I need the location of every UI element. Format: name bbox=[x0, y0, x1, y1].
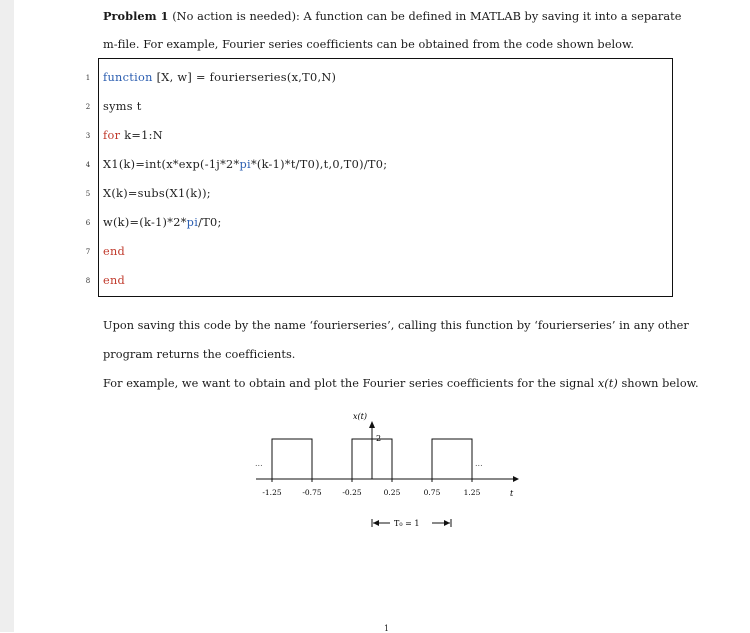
code-text: X1(k)=int(x*exp(-1j*2* bbox=[103, 158, 240, 171]
tick-label: -0.25 bbox=[342, 488, 362, 497]
problem-statement-line2: m-file. For example, Fourier series coefficients can be obtained from the code shown below. bbox=[103, 38, 634, 51]
period-right-arrow-icon bbox=[444, 520, 450, 526]
line-number: 5 bbox=[85, 190, 91, 198]
code-text: *(k-1)*t/T0),t,0,T0)/T0; bbox=[250, 158, 388, 171]
paragraph-line3-end: shown below. bbox=[617, 377, 699, 390]
tick-label: 1.25 bbox=[463, 488, 481, 497]
ellipsis-left: ... bbox=[255, 459, 263, 468]
tick-label: -1.25 bbox=[262, 488, 282, 497]
line-number: 1 bbox=[85, 74, 91, 82]
period-left-arrow-icon bbox=[373, 520, 379, 526]
tick-label: 0.25 bbox=[383, 488, 401, 497]
ellipsis-right: ... bbox=[475, 459, 483, 468]
signal-variable: x(t) bbox=[597, 377, 618, 390]
code-text: [X, w] = fourierseries(x,T0,N) bbox=[152, 71, 337, 84]
line-number: 6 bbox=[85, 219, 91, 227]
problem-statement-text: (No action is needed): A function can be defined in MATLAB by saving it into a separate bbox=[168, 10, 682, 23]
keyword-end: end bbox=[103, 274, 126, 287]
code-text: X(k)=subs(X1(k)); bbox=[103, 187, 211, 200]
paragraph-line2: program returns the coefficients. bbox=[103, 348, 296, 361]
problem-label: Problem 1 bbox=[103, 9, 169, 23]
line-number: 7 bbox=[85, 248, 91, 256]
line-number: 2 bbox=[85, 103, 91, 111]
code-text: k=1:N bbox=[120, 129, 163, 142]
tick-label: -0.75 bbox=[302, 488, 322, 497]
page-number: 1 bbox=[384, 624, 390, 633]
line-number: 4 bbox=[85, 161, 91, 169]
period-label: T₀ = 1 bbox=[394, 519, 420, 528]
code-text: syms t bbox=[103, 100, 142, 113]
paragraph-line1: Upon saving this code by the name ‘fourierseries’, calling this function by ‘fourierseries’ in any other bbox=[103, 319, 689, 332]
pulse-1 bbox=[272, 439, 312, 479]
code-text: /T0; bbox=[198, 216, 222, 229]
x-axis-label: t bbox=[510, 489, 514, 498]
keyword-function: function bbox=[103, 71, 153, 84]
tick-label: 0.75 bbox=[423, 488, 441, 497]
y-axis-label: x(t) bbox=[353, 412, 367, 421]
keyword-for: for bbox=[103, 129, 121, 142]
line-number: 3 bbox=[85, 132, 91, 140]
paragraph-line3-text: For example, we want to obtain and plot the Fourier series coefficients for the signal bbox=[103, 377, 598, 390]
pulse-3 bbox=[432, 439, 472, 479]
amplitude-label: 2 bbox=[376, 434, 382, 443]
code-text: w(k)=(k-1)*2* bbox=[103, 216, 187, 229]
x-axis-arrow-icon bbox=[513, 476, 519, 482]
builtin-pi: pi bbox=[186, 216, 199, 229]
keyword-end: end bbox=[103, 245, 126, 258]
line-number: 8 bbox=[85, 277, 91, 285]
y-axis-arrow-icon bbox=[369, 421, 375, 428]
builtin-pi: pi bbox=[239, 158, 251, 171]
tick-label-group bbox=[262, 479, 480, 497]
